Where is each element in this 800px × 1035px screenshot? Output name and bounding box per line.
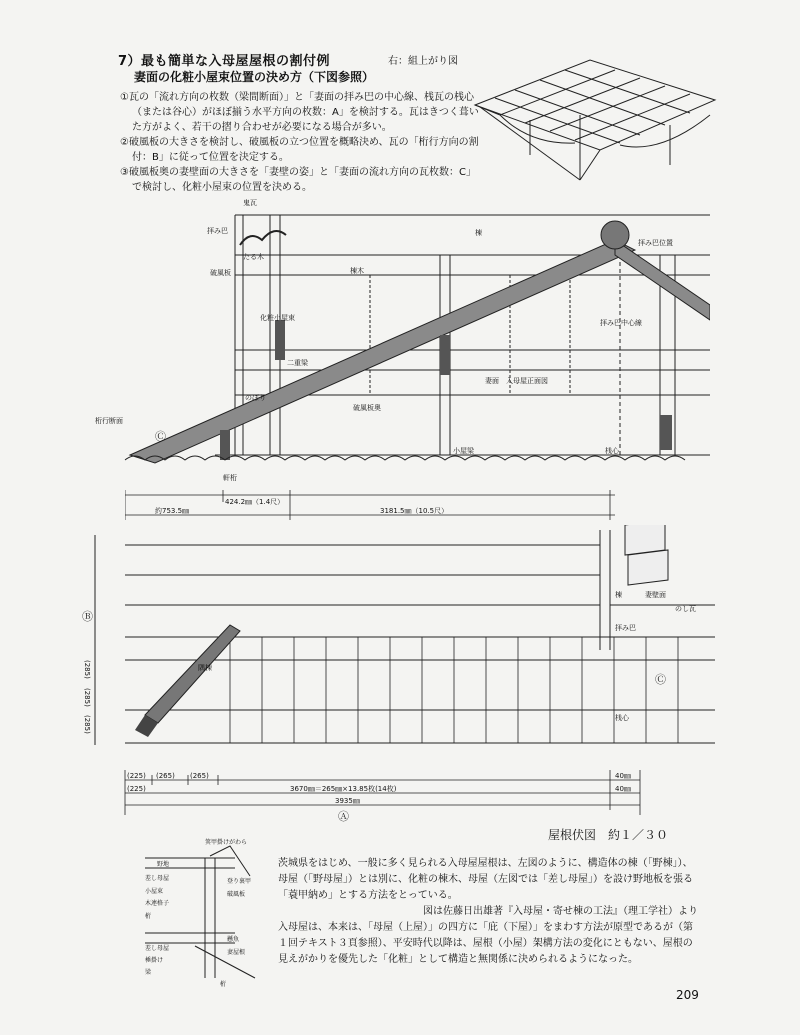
label-taruki: たる木 xyxy=(243,253,264,261)
label-hafuita: 破風板 xyxy=(210,269,231,277)
label-niju-hari: 二重梁 xyxy=(287,359,308,367)
label-munagi: 棟木 xyxy=(350,267,364,275)
label-ogamidomoe-pos: 拝み巴位置 xyxy=(638,239,673,247)
mark-c-plan: Ⓒ xyxy=(655,673,666,686)
sec-label-5: 小屋束 xyxy=(145,888,164,895)
sec-label-4: 破風板 xyxy=(227,891,246,898)
label-ogami-plan: 拝み巴 xyxy=(615,624,636,632)
dim-265-b: (265) xyxy=(190,772,209,780)
sec-label-10: 懸魚 xyxy=(227,936,240,943)
dim-285-c: (285) xyxy=(83,715,91,734)
label-noshi: のし瓦 xyxy=(675,605,696,613)
body-paragraph-2: 入母屋は、本来は、「母屋（上屋）」の四方に「庇（下屋）」をまわす方法が原型であるが（第１回テキスト３頁参照）、平安時代以降は、屋根（小屋）架構方法の変化にともない、屋根の見えがかりを優先した「化粧」として構造と無関係に決められるようになった。 xyxy=(278,922,693,965)
steps-list xyxy=(120,90,480,195)
label-sanshin: 桟心 xyxy=(615,714,629,722)
dim-40-b: 40㎜ xyxy=(615,785,631,793)
sec-label-0: 箕甲掛けがわら xyxy=(205,839,248,846)
mark-b: Ⓑ xyxy=(82,610,93,623)
label-onigawara: 鬼瓦 xyxy=(243,199,257,207)
sec-label-11: 棰掛け xyxy=(145,957,164,964)
body-citation: 図は佐藤日出雄著『入母屋・寄せ棟の工法』（理工学社）より xyxy=(423,906,698,917)
body-text xyxy=(278,856,698,968)
dim-total: 3670㎜＝265㎜×13.85枚(14枚) xyxy=(290,785,397,793)
section-title: 7）最も簡単な入母屋屋根の割付例 xyxy=(118,54,331,69)
label-mune-plan: 棟 xyxy=(615,591,622,599)
dim-225: (225) xyxy=(127,772,146,780)
sec-label-13: 桁 xyxy=(220,981,227,988)
dim-overall: 3935㎜ xyxy=(335,797,360,805)
label-mune: 棟 xyxy=(475,229,482,237)
sec-label-12: 梁 xyxy=(145,969,152,976)
roof-plan-drawing xyxy=(80,525,715,825)
dim-424: 424.2㎜（1.4尺） xyxy=(225,498,285,506)
label-nokigeta: 軒桁 xyxy=(223,474,237,482)
mark-a: Ⓐ xyxy=(338,810,349,823)
dim-285-a: (285) xyxy=(83,660,91,679)
label-sumimune: 隅棟 xyxy=(198,664,212,672)
sec-label-3: 差し母屋 xyxy=(145,875,170,882)
roof-framing-perspective-figure xyxy=(470,55,720,185)
elevation-dimensions xyxy=(125,490,615,520)
roof-plan-caption: 屋根伏図 約１／３０ xyxy=(548,828,669,842)
label-keta-section: 桁行断面 xyxy=(95,417,123,425)
irimoya-section-drawing xyxy=(135,838,275,988)
dim-265-a: (265) xyxy=(156,772,175,780)
dim-40-a: 40㎜ xyxy=(615,772,631,780)
page-number: 209 xyxy=(676,988,699,1002)
label-ogami-center: 拝み巴中心線 xyxy=(600,319,642,327)
label-center: 桟心 xyxy=(605,447,619,455)
label-keshou-koyazuka: 化粧小屋束 xyxy=(260,314,295,322)
mark-c: Ⓒ xyxy=(155,430,166,443)
step-2: ②破風板の大きさを検討し、破風板の立つ位置を概略決め、瓦の「桁行方向の割付：B」に従って位置を決定する。 xyxy=(120,137,479,163)
sec-label-7: 桁 xyxy=(145,913,152,920)
dim-753: 約753.5㎜ xyxy=(155,507,190,515)
body-paragraph-1: 茨城県をはじめ、一般に多く見られる入母屋屋根は、左図のように、構造体の棟（「野棟」）、母屋（「野母屋」）とは別に、化粧の棟木、母屋（左図では「差し母屋」）を設け野地板を張る「蓑甲納め」とする方法をとっている。 xyxy=(278,858,693,901)
sec-label-2: 登り裏甲 xyxy=(227,878,252,885)
dim-3181: 3181.5㎜（10.5尺） xyxy=(380,507,449,515)
step-3: ③破風板奥の妻壁面の大きさを「妻壁の姿」と「妻面の流れ方向の瓦枚数：C」で検討し、化粧小屋束の位置を決める。 xyxy=(120,167,476,193)
label-noborinobori: のぼり xyxy=(245,394,266,402)
label-tsuma-kabe: 妻壁面 xyxy=(645,591,666,599)
label-ogamidomoe: 拝み巴 xyxy=(207,227,228,235)
section-subtitle: 妻面の化粧小屋束位置の決め方（下図参照） xyxy=(134,70,375,84)
label-hafuita-oku: 破風板奥 xyxy=(353,404,381,412)
label-tsumamen: 妻面 入母屋正面図 xyxy=(485,377,548,385)
gable-elevation-drawing xyxy=(95,195,710,495)
dim-285-b: (285) xyxy=(83,688,91,707)
sec-label-6: 木連格子 xyxy=(145,900,170,907)
sec-label-9: 妻屋根 xyxy=(227,949,246,956)
figure-right-caption: 右：組上がり図 xyxy=(388,56,458,67)
step-1: ①瓦の「流れ方向の枚数（梁間断面）」と「妻面の拝み巴の中心線、桟瓦の桟心（または谷心）がほぼ揃う水平方向の枚数：A」を検討する。瓦はきつく葺いた方がよく、若干の摺り合わせが必要になる場合が多い。 xyxy=(120,92,479,133)
sec-label-1: 野地 xyxy=(157,861,170,868)
label-koyaba: 小屋梁 xyxy=(453,447,474,455)
dim-225-b: (225) xyxy=(127,785,146,793)
sec-label-8: 差し母屋 xyxy=(145,945,170,952)
